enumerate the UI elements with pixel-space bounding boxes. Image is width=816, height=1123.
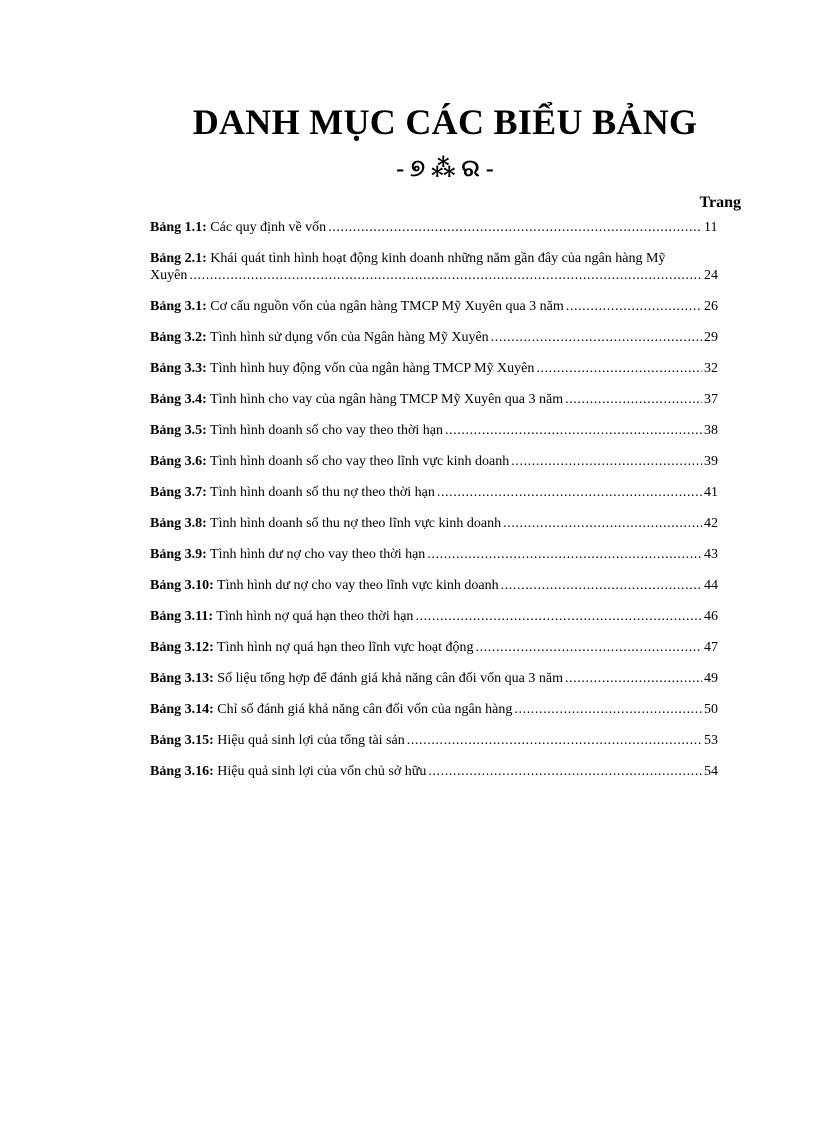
entry-title: Số liệu tổng hợp để đánh giá khả năng cân đối vốn qua 3 năm (217, 671, 563, 686)
entry-title: Hiệu quả sinh lợi của vốn chủ sở hữu (217, 764, 427, 779)
entry-page-number: 29 (704, 330, 718, 345)
toc-entry-bang-3-12[interactable] (150, 639, 742, 656)
entry-page-number: 38 (704, 423, 718, 438)
toc-entry-bang-1-1[interactable] (150, 219, 742, 236)
dot-leader (427, 546, 702, 563)
toc-entry-bang-3-14[interactable] (150, 701, 742, 718)
entry-title: Tình hình dư nợ cho vay theo lĩnh vực kinh doanh (217, 578, 499, 593)
dot-leader (437, 484, 702, 501)
dot-leader (476, 639, 703, 656)
entry-label: Bảng 3.1: (150, 299, 207, 314)
entry-title: Cơ cấu nguồn vốn của ngân hàng TMCP Mỹ Xuyên qua 3 năm (210, 299, 564, 314)
page-column-label: Trang (699, 194, 741, 211)
entry-title-continued: Xuyên (150, 268, 188, 283)
dot-leader (565, 391, 702, 408)
toc-entry-bang-3-6[interactable] (150, 453, 742, 470)
dot-leader (565, 670, 702, 687)
entry-page-number: 50 (704, 702, 718, 717)
entry-label: Bảng 3.10: (150, 578, 214, 593)
entry-label: Bảng 3.4: (150, 392, 207, 407)
entry-page-number: 54 (704, 764, 718, 779)
dot-leader (189, 267, 702, 284)
toc-entry-bang-3-8[interactable] (150, 515, 742, 532)
dot-leader (407, 732, 702, 749)
entry-title: Tình hình doanh số cho vay theo lĩnh vực kinh doanh (210, 454, 510, 469)
entry-page-number: 43 (704, 547, 718, 562)
entry-label: Bảng 3.5: (150, 423, 207, 438)
entry-title: Khái quát tình hình hoạt động kinh doanh những năm gần đây của ngân hàng Mỹ (210, 251, 666, 266)
entry-title: Tình hình doanh số thu nợ theo lĩnh vực kinh doanh (210, 516, 502, 531)
entry-label: Bảng 3.15: (150, 733, 214, 748)
entry-title: Tình hình doanh số thu nợ theo thời hạn (210, 485, 435, 500)
dot-leader (445, 422, 702, 439)
entry-label: Bảng 3.2: (150, 330, 207, 345)
toc-entry-bang-3-13[interactable] (150, 670, 742, 687)
toc-entry-bang-3-9[interactable] (150, 546, 742, 563)
toc-entry-bang-3-3[interactable] (150, 360, 742, 377)
entry-page-number: 37 (704, 392, 718, 407)
dot-leader (514, 701, 702, 718)
toc-entry-bang-2-1[interactable] (150, 250, 742, 284)
title-ornament: - ୭ ⁂ ର - (396, 156, 494, 182)
entry-label: Bảng 2.1: (150, 251, 207, 266)
toc-entry-bang-3-4[interactable] (150, 391, 742, 408)
toc-entry-bang-3-5[interactable] (150, 422, 742, 439)
entry-title: Tình hình dư nợ cho vay theo thời hạn (210, 547, 426, 562)
entry-label: Bảng 3.13: (150, 671, 214, 686)
entry-page-number: 32 (704, 361, 718, 376)
entry-label: Bảng 3.7: (150, 485, 207, 500)
toc-entry-bang-3-2[interactable] (150, 329, 742, 346)
entry-page-number: 42 (704, 516, 718, 531)
entry-page-number: 26 (704, 299, 718, 314)
dot-leader (415, 608, 702, 625)
toc-entry-bang-3-11[interactable] (150, 608, 742, 625)
dot-leader (428, 763, 702, 780)
entry-title: Các quy định về vốn (210, 220, 327, 235)
entry-page-number: 53 (704, 733, 718, 748)
entry-title: Tình hình huy động vốn của ngân hàng TMCP Mỹ Xuyên (210, 361, 535, 376)
entry-page-number: 24 (704, 268, 718, 283)
dot-leader (503, 515, 702, 532)
entry-label: Bảng 3.8: (150, 516, 207, 531)
entry-page-number: 39 (704, 454, 718, 469)
entry-title: Tình hình nợ quá hạn theo lĩnh vực hoạt động (217, 640, 474, 655)
entry-title: Chỉ số đánh giá khả năng cân đối vốn của ngân hàng (217, 702, 513, 717)
toc-entry-bang-3-15[interactable] (150, 732, 742, 749)
dot-leader (566, 298, 702, 315)
entry-label: Bảng 3.16: (150, 764, 214, 779)
entry-title: Tình hình sử dụng vốn của Ngân hàng Mỹ Xuyên (210, 330, 489, 345)
entry-page-number: 41 (704, 485, 718, 500)
entry-page-number: 47 (704, 640, 718, 655)
dot-leader (491, 329, 702, 346)
entry-label: Bảng 3.9: (150, 547, 207, 562)
toc-entry-bang-3-7[interactable] (150, 484, 742, 501)
entry-label: Bảng 3.6: (150, 454, 207, 469)
dot-leader (501, 577, 702, 594)
dot-leader (511, 453, 702, 470)
entry-title: Tình hình cho vay của ngân hàng TMCP Mỹ Xuyên qua 3 năm (210, 392, 564, 407)
dot-leader (536, 360, 702, 377)
dot-leader (328, 219, 702, 236)
toc-entry-bang-3-1[interactable] (150, 298, 742, 315)
page-title: DANH MỤC CÁC BIỂU BẢNG (192, 102, 698, 142)
entry-page-number: 11 (704, 220, 718, 235)
entry-label: Bảng 1.1: (150, 220, 207, 235)
entry-title: Tình hình nợ quá hạn theo thời hạn (216, 609, 414, 624)
entry-label: Bảng 3.14: (150, 702, 214, 717)
entry-page-number: 49 (704, 671, 718, 686)
entry-title: Tình hình doanh số cho vay theo thời hạn (210, 423, 443, 438)
entry-page-number: 44 (704, 578, 718, 593)
entry-title: Hiệu quả sinh lợi của tổng tài sản (217, 733, 405, 748)
entry-label: Bảng 3.3: (150, 361, 207, 376)
table-list (150, 219, 742, 794)
entry-label: Bảng 3.11: (150, 609, 214, 624)
toc-entry-bang-3-10[interactable] (150, 577, 742, 594)
toc-entry-bang-3-16[interactable] (150, 763, 742, 780)
entry-label: Bảng 3.12: (150, 640, 214, 655)
entry-page-number: 46 (704, 609, 718, 624)
